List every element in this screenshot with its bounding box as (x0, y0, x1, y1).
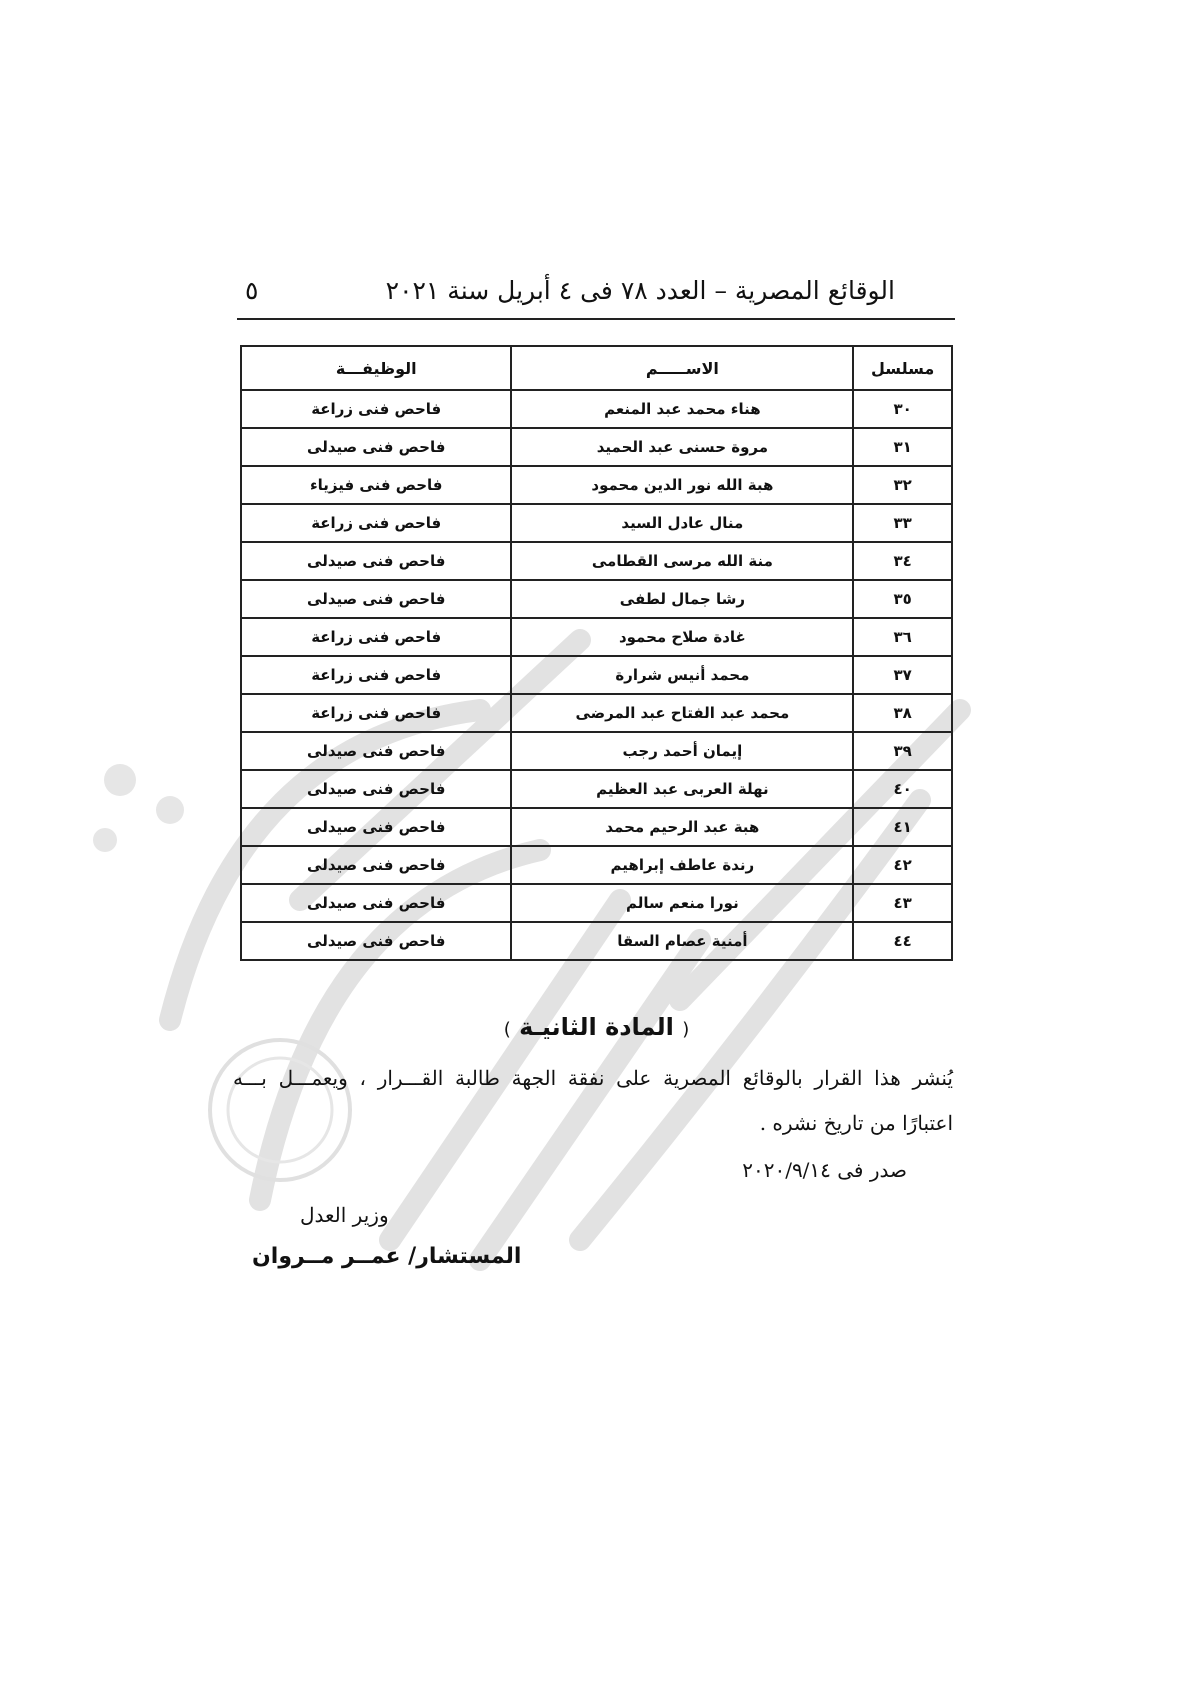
table-row (241, 390, 952, 428)
cell-serial: ٣٩ (853, 732, 952, 770)
header-job: الوظيفـــة (241, 346, 511, 390)
table-row (241, 428, 952, 466)
table-row (241, 656, 952, 694)
cell-serial: ٣٣ (853, 504, 952, 542)
table-row (241, 618, 952, 656)
cell-name: منة الله مرسى القطامى (511, 542, 853, 580)
cell-serial: ٣٧ (853, 656, 952, 694)
cell-job: فاحص فنى صيدلى (241, 428, 511, 466)
cell-name: إيمان أحمد رجب (511, 732, 853, 770)
cell-job: فاحص فنى زراعة (241, 694, 511, 732)
cell-job: فاحص فنى زراعة (241, 656, 511, 694)
cell-name: محمد عبد الفتاح عبد المرضى (511, 694, 853, 732)
table-row (241, 504, 952, 542)
table-row (241, 466, 952, 504)
cell-job: فاحص فنى صيدلى (241, 922, 511, 960)
page-number: ٥ (245, 276, 259, 305)
body-line-1: يُنشر هذا القرار بالوقائع المصرية على نفقة الجهة طالبة القـــرار ، ويعمـــل بـــه (233, 1066, 953, 1090)
article-heading (240, 1013, 953, 1041)
article-title: المادة الثانيـة (519, 1013, 674, 1041)
cell-job: فاحص فنى صيدلى (241, 846, 511, 884)
issue-date: صدر فى ٢٠٢٠/٩/١٤ (742, 1158, 907, 1182)
cell-serial: ٤١ (853, 808, 952, 846)
cell-name: هناء محمد عبد المنعم (511, 390, 853, 428)
cell-job: فاحص فنى زراعة (241, 618, 511, 656)
cell-serial: ٣١ (853, 428, 952, 466)
cell-name: نورا منعم سالم (511, 884, 853, 922)
cell-serial: ٣٥ (853, 580, 952, 618)
table-row (241, 808, 952, 846)
cell-job: فاحص فنى صيدلى (241, 808, 511, 846)
body-line-2: اعتبارًا من تاريخ نشره . (759, 1111, 953, 1135)
cell-job: فاحص فنى صيدلى (241, 580, 511, 618)
table-header-row (241, 346, 952, 390)
cell-name: مروة حسنى عبد الحميد (511, 428, 853, 466)
signer-name: المستشار/ عمــر مــروان (252, 1244, 522, 1269)
table-row (241, 770, 952, 808)
cell-name: رندة عاطف إبراهيم (511, 846, 853, 884)
table-row (241, 694, 952, 732)
cell-name: أمنية عصام السقا (511, 922, 853, 960)
cell-serial: ٤٢ (853, 846, 952, 884)
table-row (241, 580, 952, 618)
cell-serial: ٤٣ (853, 884, 952, 922)
minister-title: وزير العدل (300, 1203, 389, 1227)
header-name: الاســـــم (511, 346, 853, 390)
cell-job: فاحص فنى صيدلى (241, 542, 511, 580)
cell-name: هبة عبد الرحيم محمد (511, 808, 853, 846)
cell-name: رشا جمال لطفى (511, 580, 853, 618)
cell-job: فاحص فنى فيزياء (241, 466, 511, 504)
cell-name: محمد أنيس شرارة (511, 656, 853, 694)
cell-name: نهلة العربى عبد العظيم (511, 770, 853, 808)
cell-name: غادة صلاح محمود (511, 618, 853, 656)
article-paren-close: ) (503, 1019, 511, 1040)
table-row (241, 732, 952, 770)
employee-table (240, 345, 953, 961)
table-row (241, 884, 952, 922)
table-row (241, 846, 952, 884)
cell-serial: ٤٠ (853, 770, 952, 808)
article-paren-open: ( (682, 1019, 690, 1040)
cell-serial: ٣٠ (853, 390, 952, 428)
cell-job: فاحص فنى زراعة (241, 504, 511, 542)
table-row (241, 542, 952, 580)
cell-name: هبة الله نور الدين محمود (511, 466, 853, 504)
cell-job: فاحص فنى صيدلى (241, 770, 511, 808)
cell-serial: ٣٢ (853, 466, 952, 504)
cell-serial: ٣٤ (853, 542, 952, 580)
cell-serial: ٣٨ (853, 694, 952, 732)
cell-job: فاحص فنى زراعة (241, 390, 511, 428)
cell-serial: ٣٦ (853, 618, 952, 656)
cell-job: فاحص فنى صيدلى (241, 732, 511, 770)
table-row (241, 922, 952, 960)
page-header (237, 268, 955, 320)
cell-serial: ٤٤ (853, 922, 952, 960)
gazette-title: الوقائع المصرية – العدد ٧٨ فى ٤ أبريل سنة ٢٠٢١ (385, 276, 895, 305)
header-serial: مسلسل (853, 346, 952, 390)
cell-job: فاحص فنى صيدلى (241, 884, 511, 922)
cell-name: منال عادل السيد (511, 504, 853, 542)
